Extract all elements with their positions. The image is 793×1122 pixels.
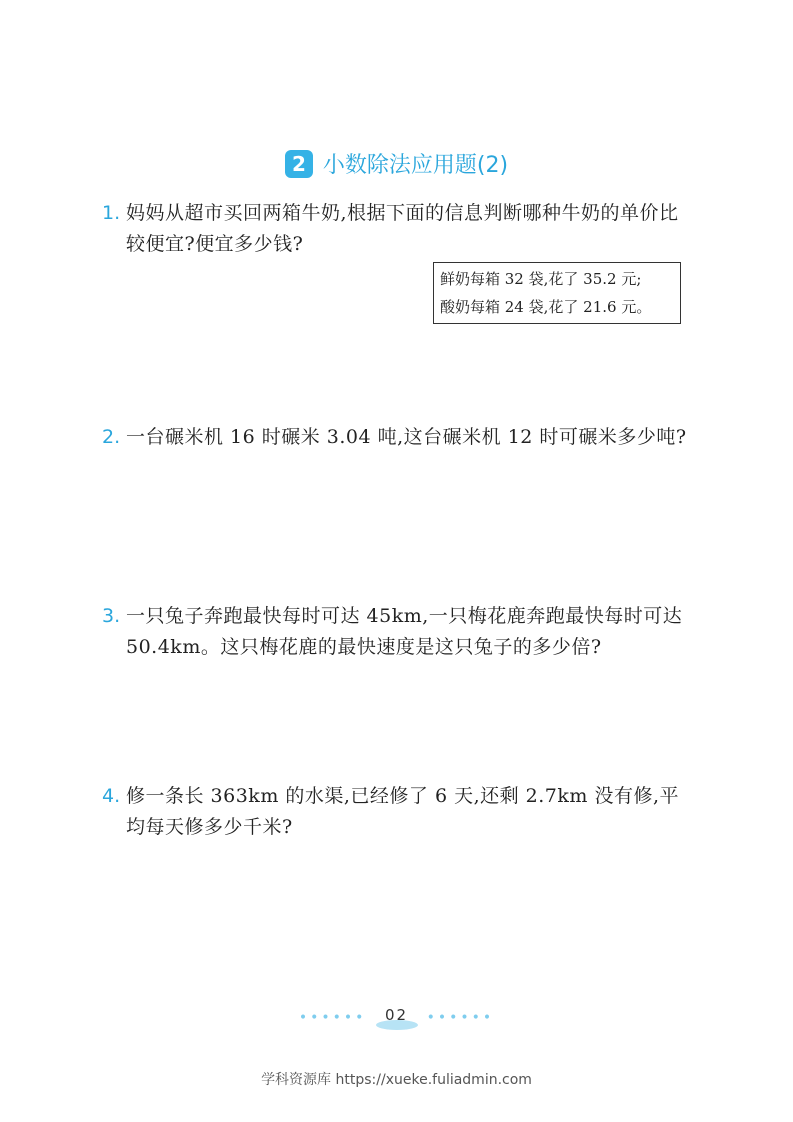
section-title: 小数除法应用题(2) [322, 153, 509, 178]
title-group [285, 148, 508, 179]
decorative-dots-right: •••••• [426, 1010, 495, 1026]
question-text: 一只兔子奔跑最快每时可达 45km,一只梅花鹿奔跑最快每时可达 50.4km。这只梅花鹿的最快速度是这只兔子的多少倍? [126, 605, 683, 658]
info-box [433, 262, 681, 324]
question-number: 2. [102, 426, 121, 448]
question-number: 3. [102, 605, 121, 627]
question-text: 妈妈从超市买回两箱牛奶,根据下面的信息判断哪种牛奶的单价比较便宜?便宜多少钱? [126, 202, 679, 255]
question-number: 4. [102, 785, 121, 807]
page-number-badge [376, 1006, 418, 1030]
info-line-fresh-milk: 鲜奶每箱 32 袋,花了 35.2 元; [440, 270, 642, 288]
page-footer [0, 1006, 793, 1030]
question-4 [102, 781, 702, 843]
page-number: 02 [384, 1006, 409, 1024]
watermark: 学科资源库 https://xueke.fuliadmin.com [261, 1072, 532, 1088]
decorative-dots-left: •••••• [298, 1010, 367, 1026]
question-1 [102, 198, 702, 260]
page-title [0, 148, 793, 179]
question-text: 修一条长 363km 的水渠,已经修了 6 天,还剩 2.7km 没有修,平均每天修多少千米? [126, 785, 679, 838]
question-number: 1. [102, 202, 121, 224]
question-3 [102, 601, 702, 663]
section-number-badge: 2 [285, 150, 313, 178]
question-text: 一台碾米机 16 时碾米 3.04 吨,这台碾米机 12 时可碾米多少吨? [126, 426, 687, 448]
info-line-yogurt: 酸奶每箱 24 袋,花了 21.6 元。 [440, 298, 652, 316]
question-2 [102, 422, 702, 453]
